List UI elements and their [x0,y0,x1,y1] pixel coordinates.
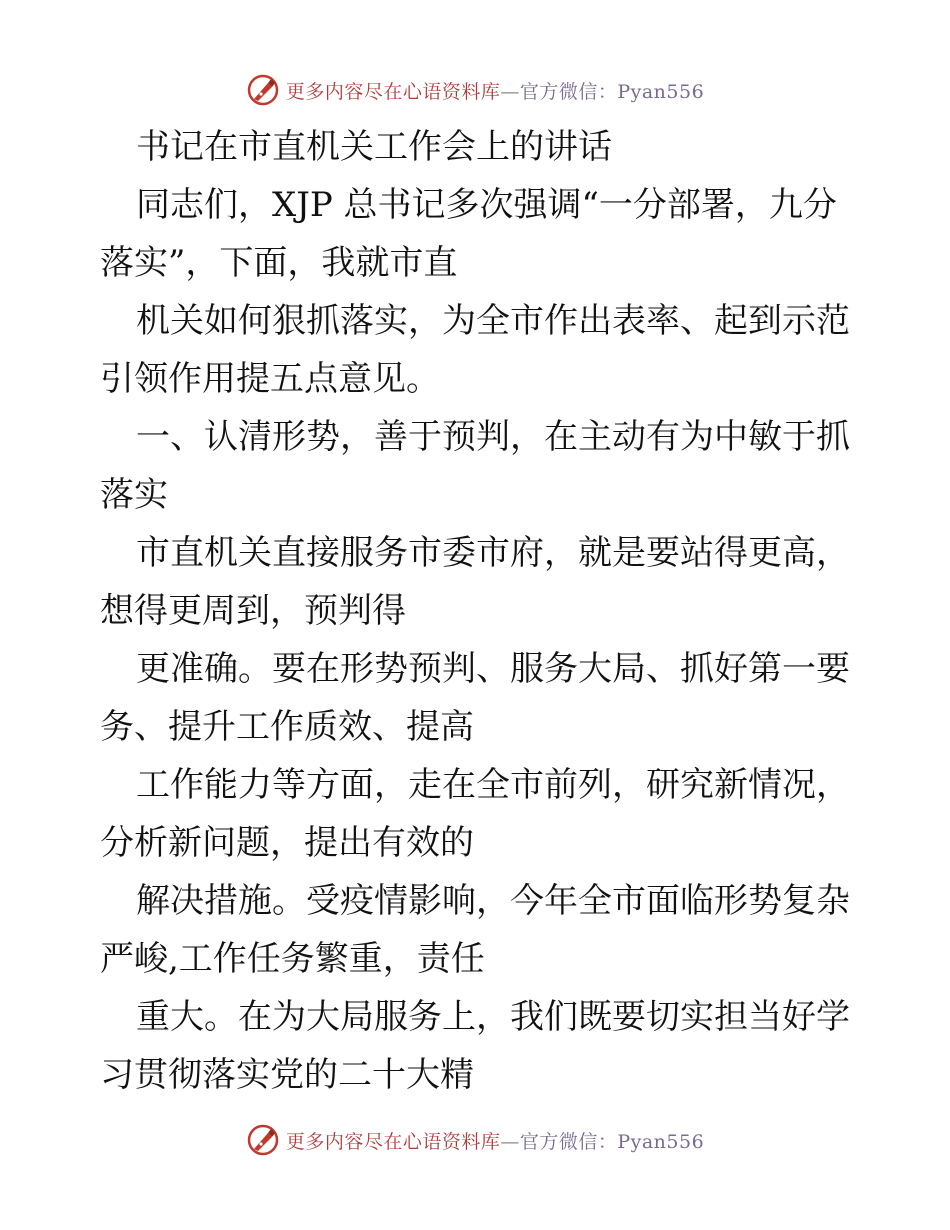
header-banner-dash: — [500,80,520,103]
header-banner-text [286,77,704,104]
header-banner-main: 更多内容尽在心语资料库 [285,80,501,103]
paragraph-line: 市直机关直接服务市委市府，就是要站得更高， [136,533,850,573]
paragraph-line: 想得更周到，预判得 [100,591,406,631]
footer-banner-contact: 官方微信：Pyan556 [519,1130,705,1153]
document-body [100,118,860,1104]
paragraph-line: 务、提升工作质效、提高 [100,707,474,747]
section-heading-line: 一、认清形势，善于预判，在主动有为中敏于抓 [136,417,850,457]
paragraph-line: 重大。在为大局服务上，我们既要切实担当好学 [136,997,850,1037]
paragraph-line: 严峻,工作任务繁重，责任 [100,939,485,979]
pen-nib-logo-icon [246,1123,280,1157]
paragraph-line: 分析新问题，提出有效的 [100,823,474,863]
paragraph-line: 引领作用提五点意见。 [100,359,440,399]
header-banner-contact: 官方微信：Pyan556 [519,80,705,103]
footer-banner-dash: — [500,1130,520,1153]
paragraph-line: 习贯彻落实党的二十大精 [100,1055,474,1095]
section-heading-line: 落实 [100,475,168,515]
paragraph-line: 同志们，XJP 总书记多次强调“一分部署，九分 [136,185,837,225]
footer-banner-main: 更多内容尽在心语资料库 [285,1130,501,1153]
paragraph-line: 工作能力等方面，走在全市前列，研究新情况， [136,765,850,805]
header-banner [0,70,950,110]
paragraph-line: 更准确。要在形势预判、服务大局、抓好第一要 [136,649,850,689]
document-title: 书记在市直机关工作会上的讲话 [136,127,612,167]
footer-banner-text [286,1127,704,1154]
paragraph-line: 解决措施。受疫情影响，今年全市面临形势复杂 [136,881,850,921]
paragraph-line: 机关如何狠抓落实，为全市作出表率、起到示范 [136,301,850,341]
footer-banner [0,1120,950,1160]
paragraph-line: 落实”，下面，我就市直 [100,243,458,283]
pen-nib-logo-icon [246,73,280,107]
